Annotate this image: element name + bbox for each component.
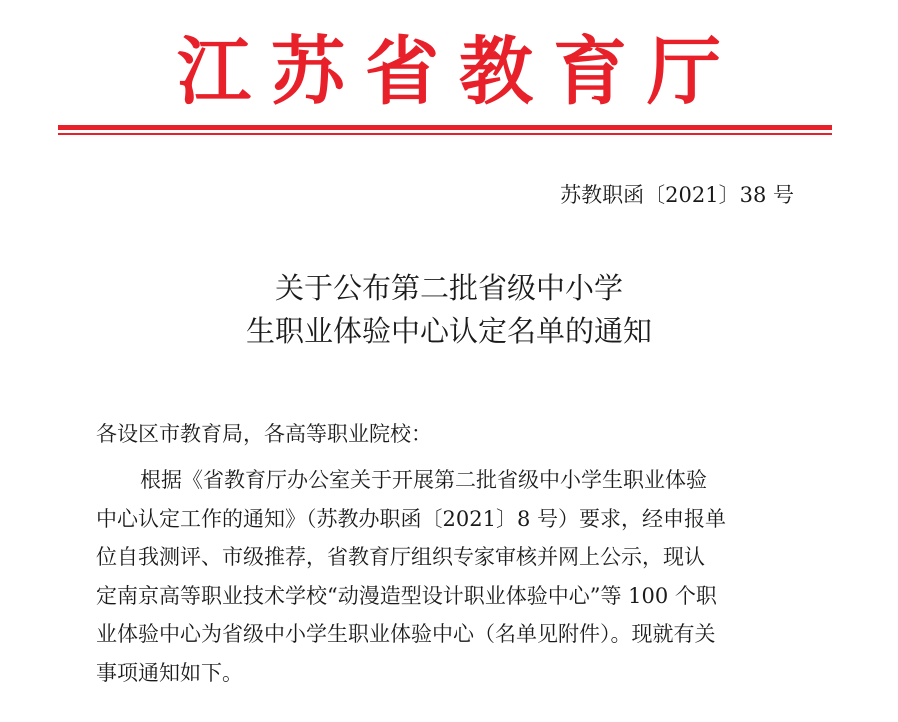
body-line-5: 业体验中心为省级中小学生职业体验中心（名单见附件）。现就有关	[96, 622, 716, 646]
document-title	[0, 267, 898, 353]
masthead-rule-thin	[58, 133, 832, 135]
salutation: 各设区市教育局，各高等职业院校：	[96, 422, 432, 446]
document-title-line-1: 关于公布第二批省级中小学	[274, 271, 623, 305]
document-title-line-2: 生职业体验中心认定名单的通知	[245, 314, 652, 348]
body-line-6: 事项通知如下。	[96, 660, 243, 685]
body-line-1: 根据《省教育厅办公室关于开展第二批省级中小学生职业体验	[140, 468, 707, 492]
body-line-4: 定南京高等职业技术学校“动漫造型设计职业体验中心”等 100 个职	[96, 583, 717, 608]
masthead-org-name: 江苏省教育厅	[177, 29, 741, 115]
body-paragraph	[96, 461, 800, 692]
document-number: 苏教职函〔2021〕38 号	[560, 183, 794, 207]
masthead-rule-thick	[58, 125, 832, 130]
body-line-2: 中心认定工作的通知》（苏教办职函〔2021〕8 号）要求，经申报单	[96, 506, 726, 531]
body-line-3: 位自我测评、市级推荐，省教育厅组织专家审核并网上公示，现认	[96, 545, 705, 569]
